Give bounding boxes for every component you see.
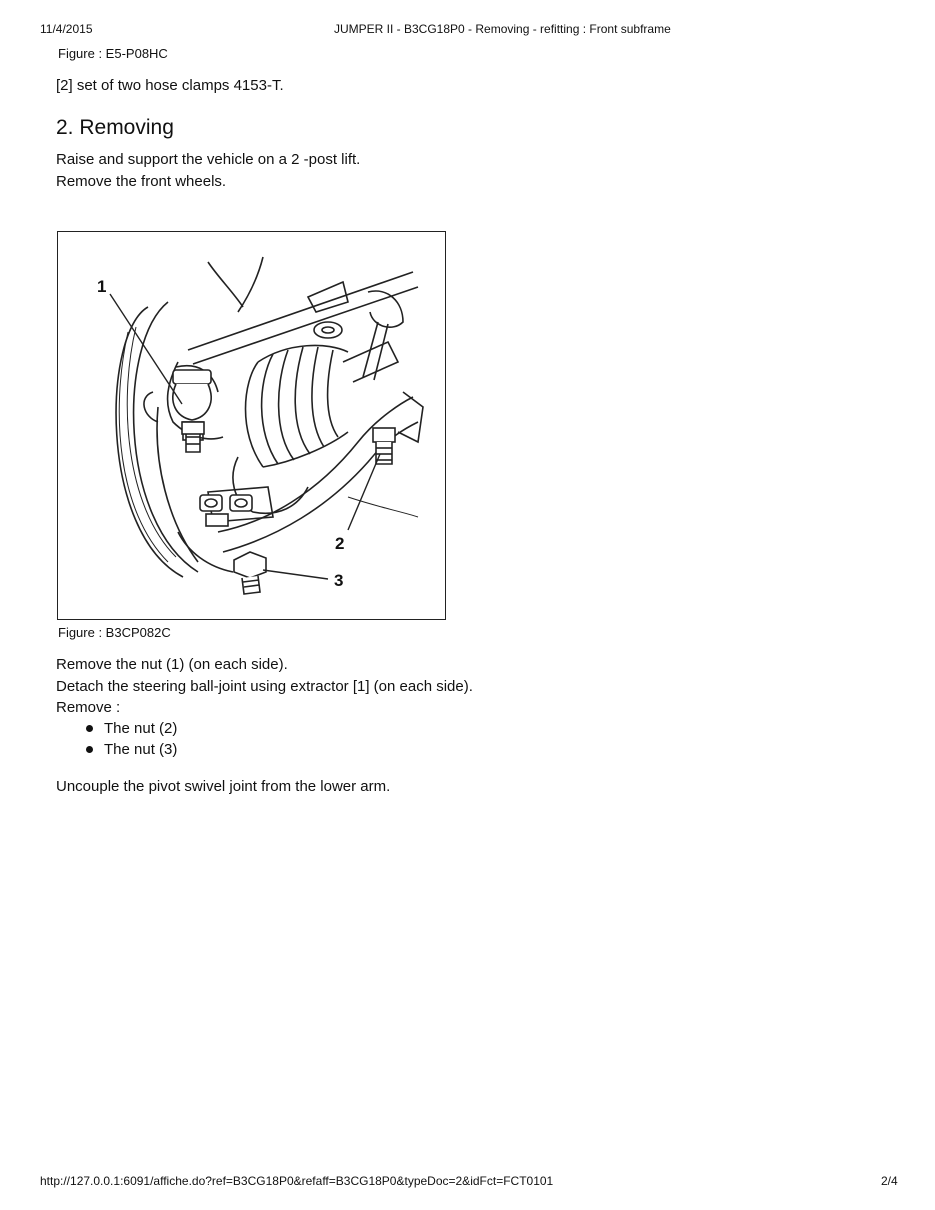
list-item: The nut (3) [56, 739, 177, 760]
step-remove-wheels: Remove the front wheels. [56, 173, 227, 190]
document-title: JUMPER II - B3CG18P0 - Removing - refitting : Front subframe [334, 22, 671, 36]
remove-list [56, 718, 177, 760]
twin-bolts [200, 495, 252, 526]
suspension-diagram [57, 231, 446, 620]
nut-3 [234, 552, 266, 594]
step-remove-nut-1: Remove the nut (1) (on each side). [56, 656, 288, 673]
callout-3-leader [263, 570, 328, 579]
tool-item: [2] set of two hose clamps 4153-T. [56, 77, 284, 94]
section-heading: 2. Removing [56, 116, 174, 139]
callout-3: 3 [334, 571, 344, 590]
page-url: http://127.0.0.1:6091/affiche.do?ref=B3CG18P0&refaff=B3CG18P0&typeDoc=2&idFct=FCT0101 [40, 1174, 554, 1188]
nut-2 [373, 428, 395, 464]
figure-caption-e5: Figure : E5-P08HC [58, 46, 168, 61]
nut-1 [173, 370, 211, 452]
figure-caption-b3cp: Figure : B3CP082C [58, 625, 171, 640]
callout-2: 2 [335, 534, 345, 553]
step-detach-ball-joint: Detach the steering ball-joint using extractor [1] (on each side). [56, 678, 473, 695]
step-uncouple-swivel: Uncouple the pivot swivel joint from the lower arm. [56, 778, 391, 795]
list-item: The nut (2) [56, 718, 177, 739]
callout-1-leader [110, 294, 182, 404]
tie-rod [188, 272, 413, 350]
print-date: 11/4/2015 [40, 22, 93, 36]
step-raise-vehicle: Raise and support the vehicle on a 2 -post lift. [56, 151, 361, 168]
page-number: 2/4 [881, 1174, 898, 1188]
brake-disc-outline [116, 307, 183, 577]
suspension-illustration [58, 232, 445, 619]
callout-1: 1 [97, 277, 107, 296]
step-remove-label: Remove : [56, 699, 121, 716]
driveshaft-boot [246, 362, 264, 467]
